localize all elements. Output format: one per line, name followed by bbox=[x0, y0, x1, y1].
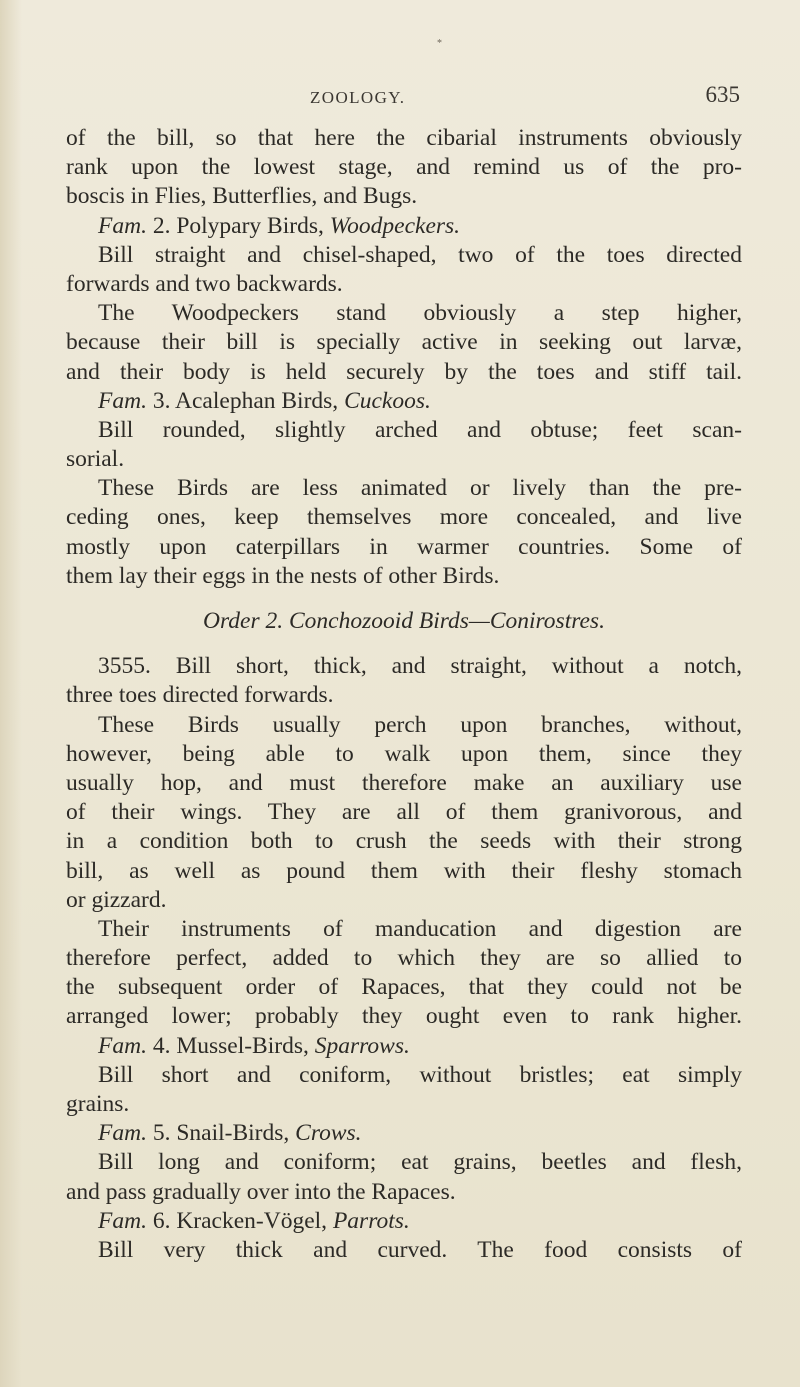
text-line: of their wings. They are all of them granivorous, and bbox=[66, 799, 742, 826]
family-heading-kracken-vogel bbox=[66, 1207, 742, 1236]
order-heading: Order 2. Conchozooid Birds—Conirostres. bbox=[203, 608, 605, 634]
family-heading-polypary bbox=[66, 212, 742, 241]
section-gap bbox=[66, 636, 742, 652]
text-line: of the bill, so that here the cibarial instruments obviously bbox=[66, 125, 742, 151]
printer-mark: * bbox=[437, 38, 442, 49]
text-line: because their bill is specially active in seeking out larvæ, bbox=[66, 329, 742, 356]
text-line: mostly upon caterpillars in warmer countries. Some of bbox=[66, 533, 742, 560]
page-header bbox=[66, 80, 740, 114]
text-line: usually hop, and must therefore make an auxiliary use bbox=[66, 769, 742, 796]
text-line: or gizzard. bbox=[66, 886, 167, 913]
text-line: Bill short and coniform, without bristles; eat simply bbox=[98, 1061, 742, 1088]
text-line: These Birds usually perch upon branches, without, bbox=[98, 711, 742, 738]
text-line: Bill very thick and curved. The food consists of bbox=[98, 1236, 742, 1263]
family-name: 2. Polypary Birds, bbox=[152, 212, 324, 239]
family-name: 6. Kracken-Vögel, bbox=[152, 1207, 328, 1234]
text-line: bill, as well as pound them with their fleshy stomach bbox=[66, 857, 742, 884]
text-line: sorial. bbox=[66, 446, 125, 473]
page-binding-shadow bbox=[0, 0, 22, 1387]
family-heading-mussel-birds bbox=[66, 1032, 742, 1061]
family-common-name: Woodpeckers. bbox=[329, 212, 461, 239]
text-line: 3555. Bill short, thick, and straight, without a notch, bbox=[98, 653, 742, 680]
text-line: boscis in Flies, Butterflies, and Bugs. bbox=[66, 183, 418, 210]
family-name: 4. Mussel-Birds, bbox=[152, 1032, 309, 1059]
text-line: and pass gradually over into the Rapaces. bbox=[66, 1178, 456, 1205]
family-heading-snail-birds bbox=[66, 1119, 742, 1148]
text-line: them lay their eggs in the nests of other Birds. bbox=[66, 562, 500, 589]
section-gap bbox=[66, 591, 742, 607]
family-common-name: Crows. bbox=[295, 1120, 362, 1147]
text-line: three toes directed forwards. bbox=[66, 682, 334, 709]
family-name: 3. Acalephan Birds, bbox=[152, 387, 339, 414]
text-line: rank upon the lowest stage, and remind us of the pro- bbox=[66, 154, 742, 181]
page-number: 635 bbox=[705, 82, 740, 107]
text-line: however, being able to walk upon them, since they bbox=[66, 740, 742, 767]
text-line: These Birds are less animated or lively than the pre- bbox=[98, 475, 742, 502]
family-common-name: Sparrows. bbox=[314, 1032, 410, 1059]
fam-label: Fam. bbox=[98, 1207, 147, 1234]
text-line: forwards and two backwards. bbox=[66, 270, 343, 297]
text-line: grains. bbox=[66, 1091, 130, 1117]
family-name: 5. Snail-Birds, bbox=[152, 1120, 290, 1147]
text-line: in a condition both to crush the seeds with their strong bbox=[66, 828, 742, 855]
fam-label: Fam. bbox=[98, 387, 147, 414]
text-line: ceding ones, keep themselves more concealed, and live bbox=[66, 504, 742, 531]
text-line: arranged lower; probably they ought even to rank higher. bbox=[66, 1003, 742, 1030]
fam-label: Fam. bbox=[98, 1120, 147, 1147]
text-line: the subsequent order of Rapaces, that they could not be bbox=[66, 974, 742, 1001]
text-line: Bill long and coniform; eat grains, beetles and flesh, bbox=[98, 1149, 742, 1176]
text-line: Bill straight and chisel-shaped, two of the toes directed bbox=[98, 241, 742, 268]
text-line: and their body is held securely by the toes and stiff tail. bbox=[66, 358, 742, 385]
text-line: Bill rounded, slightly arched and obtuse; feet scan- bbox=[98, 416, 742, 443]
text-line: Their instruments of manducation and digestion are bbox=[98, 915, 742, 942]
text-line: The Woodpeckers stand obviously a step higher, bbox=[98, 300, 742, 327]
family-common-name: Parrots. bbox=[332, 1207, 410, 1234]
fam-label: Fam. bbox=[98, 212, 147, 239]
body-text bbox=[66, 124, 742, 1265]
fam-label: Fam. bbox=[98, 1032, 147, 1059]
family-common-name: Cuckoos. bbox=[344, 387, 431, 414]
running-head: ZOOLOGY. bbox=[310, 88, 406, 107]
family-heading-acalephan bbox=[66, 387, 742, 416]
text-line: therefore perfect, added to which they are so allied to bbox=[66, 945, 742, 972]
